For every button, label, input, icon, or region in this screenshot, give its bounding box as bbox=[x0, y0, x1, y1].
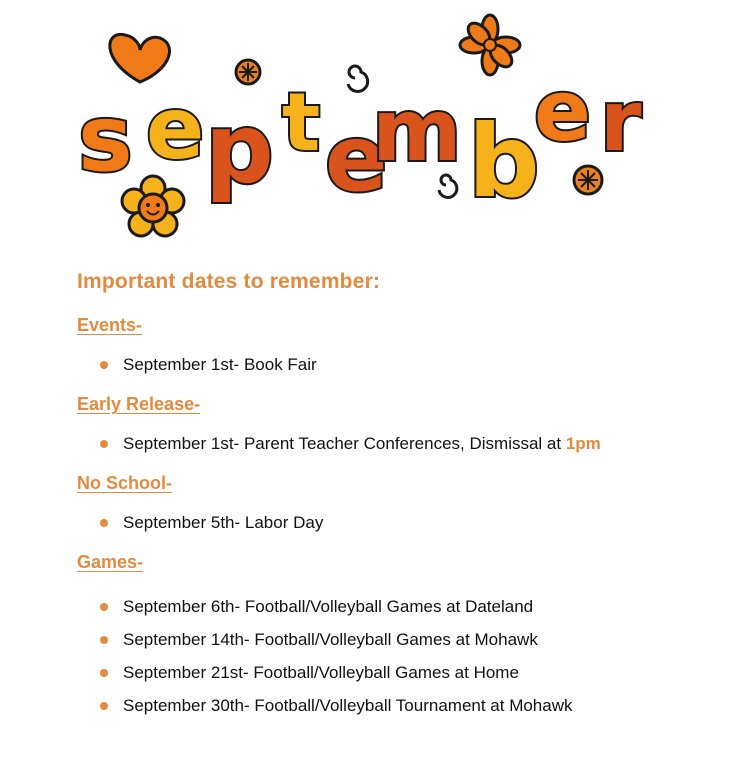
section-title-early-release: Early Release- bbox=[77, 394, 201, 414]
bullet-icon bbox=[100, 669, 108, 677]
bullet-icon bbox=[100, 361, 108, 369]
svg-text:b: b bbox=[468, 103, 540, 220]
svg-text:e: e bbox=[325, 105, 388, 212]
bullet-icon bbox=[100, 702, 108, 710]
svg-text:e: e bbox=[534, 62, 591, 160]
bullet-icon bbox=[100, 636, 108, 644]
bullet-icon bbox=[100, 440, 108, 448]
section-title-no-school: No School- bbox=[77, 473, 172, 493]
list-item: September 1st- Book Fair bbox=[100, 355, 317, 375]
bullet-icon bbox=[100, 519, 108, 527]
page-heading: Important dates to remember: bbox=[77, 270, 381, 293]
list-item: September 21st- Football/Volleyball Games at Home bbox=[100, 663, 519, 683]
list-item: September 30th- Football/Volleyball Tournament at Mohawk bbox=[100, 696, 573, 716]
svg-text:m: m bbox=[372, 81, 462, 181]
list-item: September 1st- Parent Teacher Conferences, Dismissal at 1pm bbox=[100, 434, 601, 454]
svg-text:e: e bbox=[146, 79, 205, 179]
september-title-art bbox=[0, 0, 750, 260]
sun-icon bbox=[236, 60, 260, 84]
flower-icon bbox=[460, 15, 520, 75]
snowflake-icon bbox=[574, 166, 602, 194]
section-title-events: Events- bbox=[77, 315, 143, 335]
list-item: September 6th- Football/Volleyball Games at Dateland bbox=[100, 597, 533, 617]
spiral-icon bbox=[348, 66, 368, 91]
svg-text:p: p bbox=[205, 93, 274, 205]
bullet-icon bbox=[100, 603, 108, 611]
svg-text:t: t bbox=[282, 76, 321, 169]
svg-text:r: r bbox=[600, 72, 642, 170]
section-title-games: Games- bbox=[77, 552, 144, 572]
dismissal-time: 1pm bbox=[565, 434, 601, 453]
list-item: September 5th- Labor Day bbox=[100, 513, 323, 533]
list-item: September 14th- Football/Volleyball Games at Mohawk bbox=[100, 630, 538, 650]
heart-icon bbox=[110, 34, 170, 82]
svg-text:s: s bbox=[78, 85, 133, 192]
